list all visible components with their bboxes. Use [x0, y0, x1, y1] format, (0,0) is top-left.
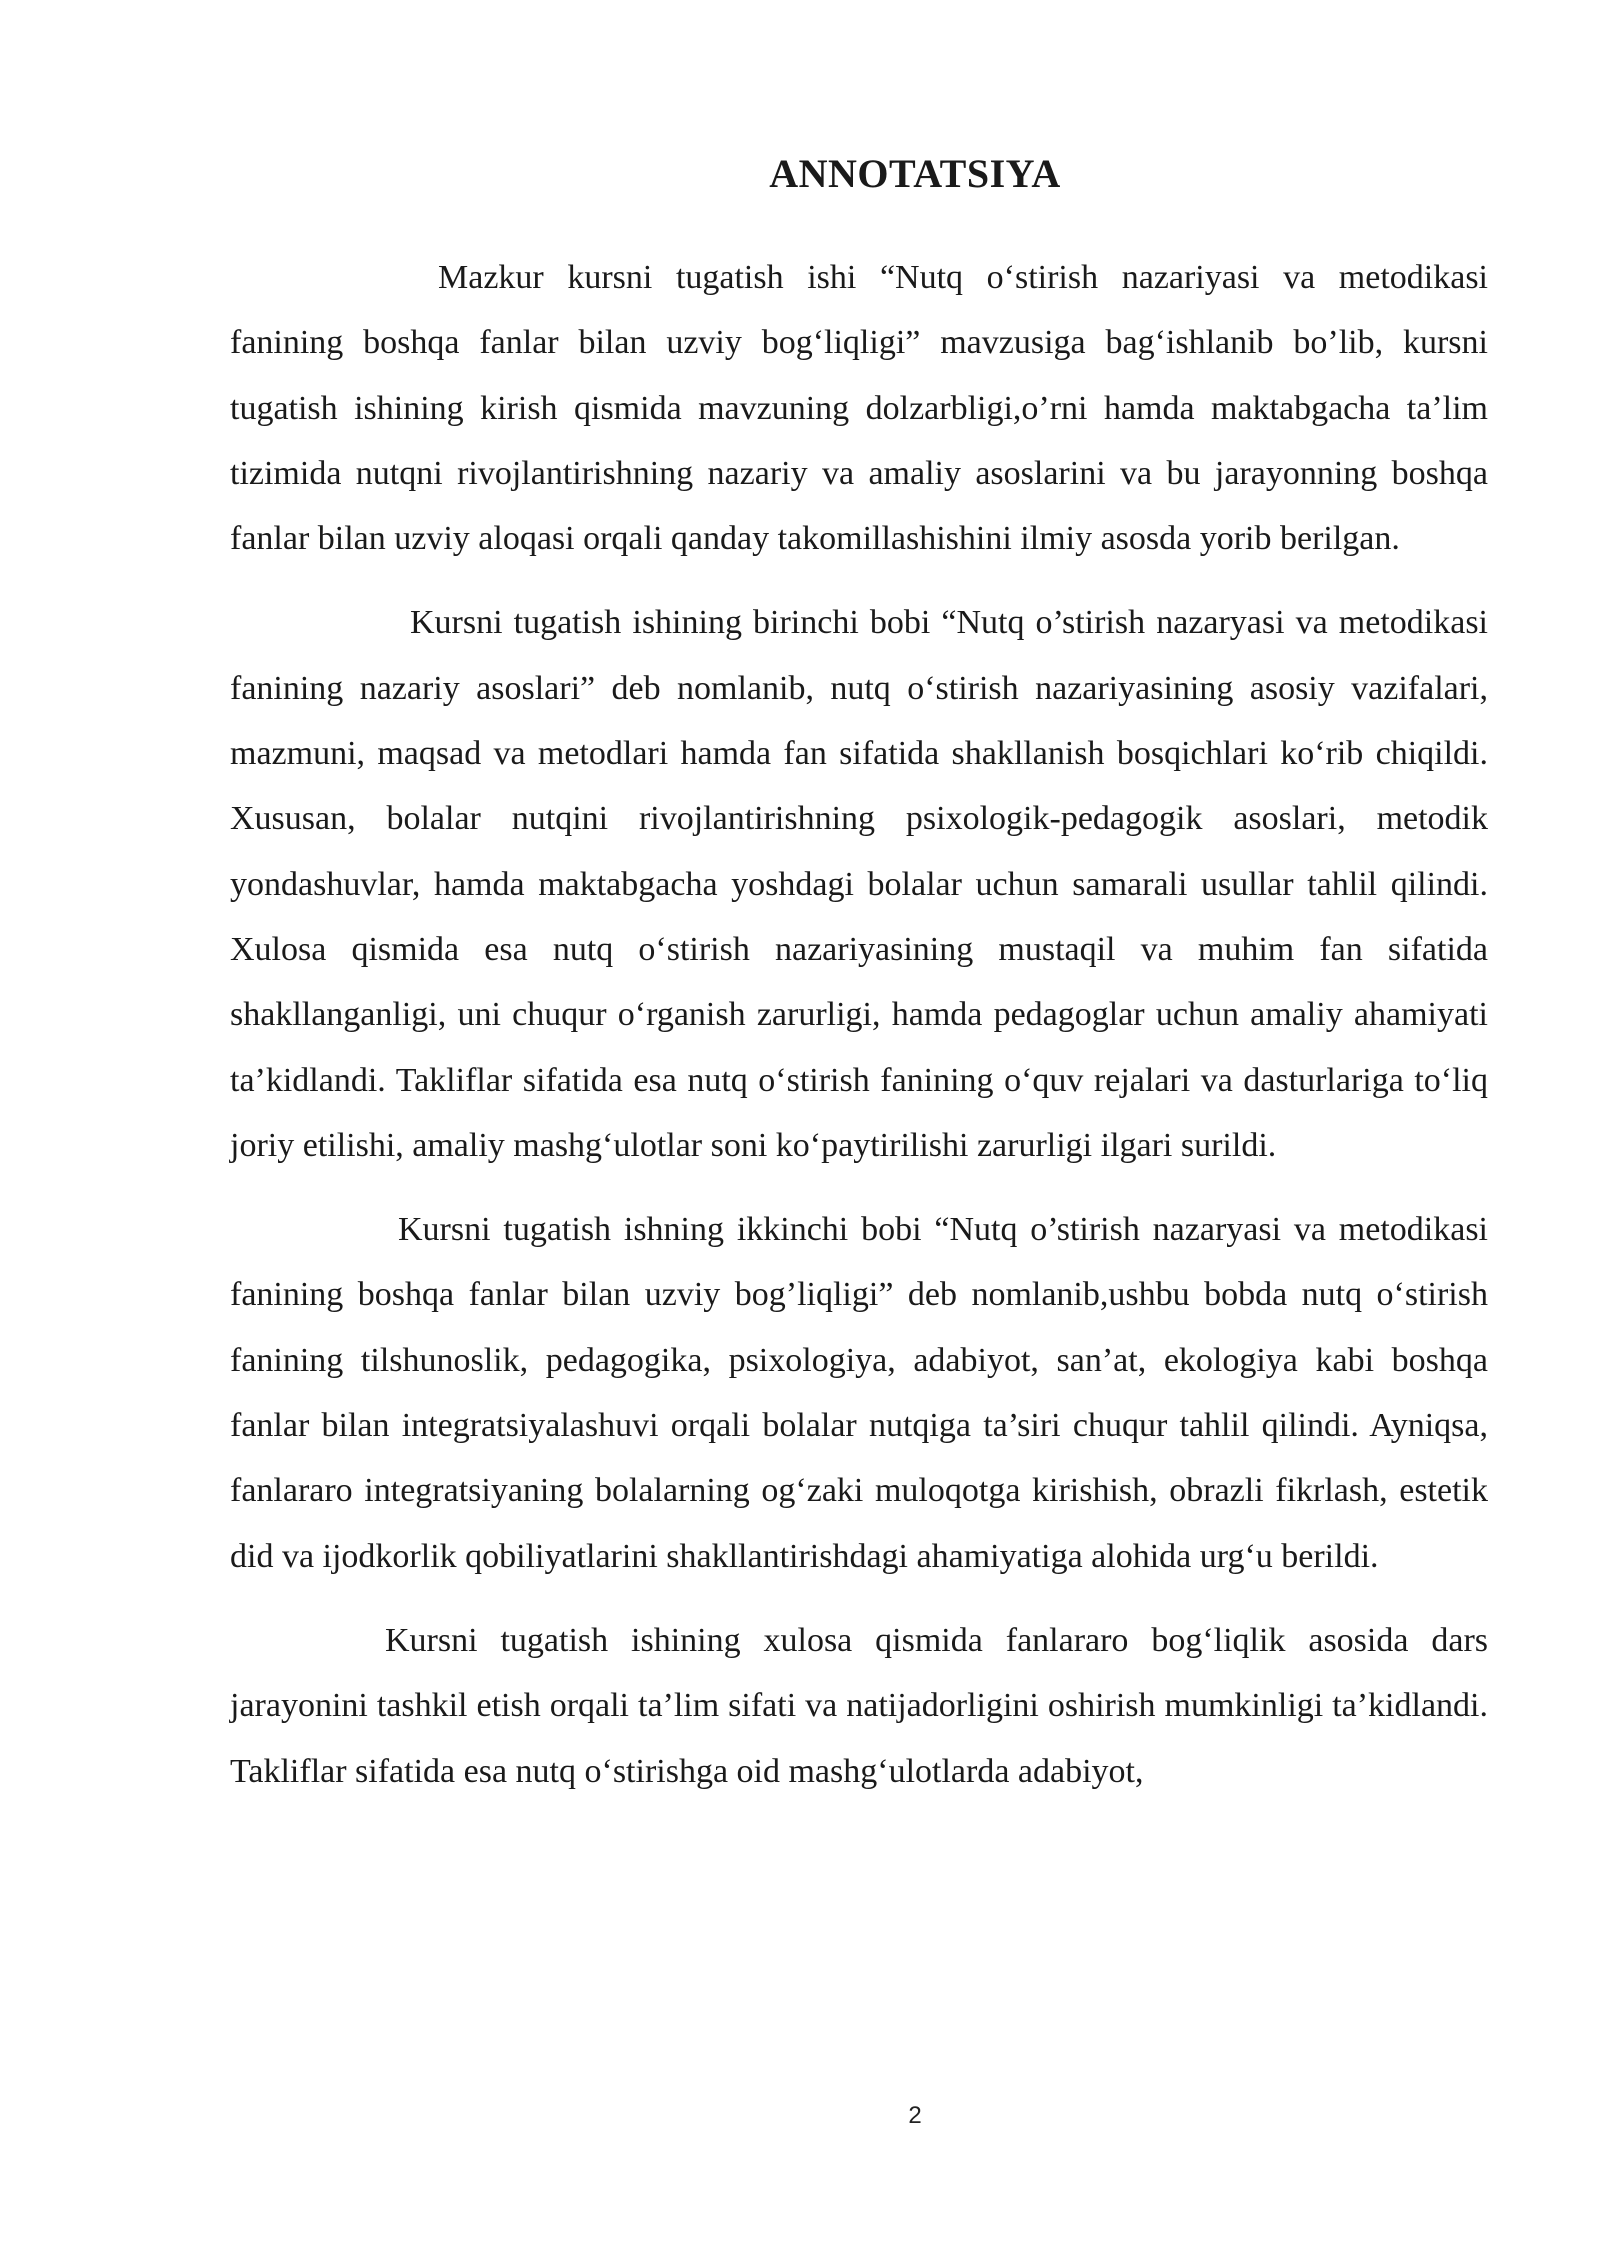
paragraph-chapter-two: Kursni tugatish ishning ikkinchi bobi “Nutq o’stirish nazaryasi va metodikasi fanining boshqa fanlar bilan uzviy bog’liqligi” deb nomlanib,ushbu bobda nutq o‘stirish fanining tilshunoslik, pedagogika, psixologiya, adabiyot, san’at, ekologiya kabi boshqa fanlar bilan integratsiyalashuvi orqali bolalar nutqiga ta’siri chuqur tahlil qilindi. Ayniqsa, fanlararo integratsiyaning bolalarning og‘zaki muloqotga kirishish, obrazli fikrlash, estetik did va ijodkorlik qobiliyatlarini shakllantirishdagi ahamiyatiga alohida urg‘u berildi.	[230, 1211, 1488, 1575]
paragraph-introduction: Mazkur kursni tugatish ishi “Nutq o‘stirish nazariyasi va metodikasi fanining boshqa fanlar bilan uzviy bog‘liqligi” mavzusiga bag‘ishlanib bo’lib, kursni tugatish ishining kirish qismida mavzuning dolzarbligi,o’rni hamda maktabgacha ta’lim tizimida nutqni rivojlantirishning nazariy va amaliy asoslarini va bu jarayonning boshqa fanlar bilan uzviy aloqasi orqali qanday takomillashishini ilmiy asosda yorib berilgan.	[230, 259, 1488, 558]
document-body	[230, 245, 1488, 1823]
document-title: ANNOTATSIYA	[769, 151, 1061, 196]
paragraph-chapter-one: Kursni tugatish ishining birinchi bobi “Nutq o’stirish nazaryasi va metodikasi fanining nazariy asoslari” deb nomlanib, nutq o‘stirish nazariyasining asosiy vazifalari, mazmuni, maqsad va metodlari hamda fan sifatida shakllanish bosqichlari ko‘rib chiqildi. Xususan, bolalar nutqini rivojlantirishning psixologik-pedagogik asoslari, metodik yondashuvlar, hamda maktabgacha yoshdagi bolalar uchun samarali usullar tahlil qilindi. Xulosa qismida esa nutq o‘stirish nazariyasining mustaqil va muhim fan sifatida shakllanganligi, uni chuqur o‘rganish zarurligi, hamda pedagoglar uchun amaliy ahamiyati ta’kidlandi. Takliflar sifatida esa nutq o‘stirish fanining o‘quv rejalari va dasturlariga to‘liq joriy etilishi, amaliy mashg‘ulotlar soni ko‘paytirilishi zarurligi ilgari surildi.	[230, 604, 1488, 1164]
paragraph-conclusion: Kursni tugatish ishining xulosa qismida fanlararo bog‘liqlik asosida dars jarayonini tashkil etish orqali ta’lim sifati va natijadorligini oshirish mumkinligi ta’kidlandi. Takliflar sifatida esa nutq o‘stirishga oid mashg‘ulotlarda adabiyot,	[230, 1621, 1488, 1790]
page-number: 2	[908, 2102, 922, 2129]
